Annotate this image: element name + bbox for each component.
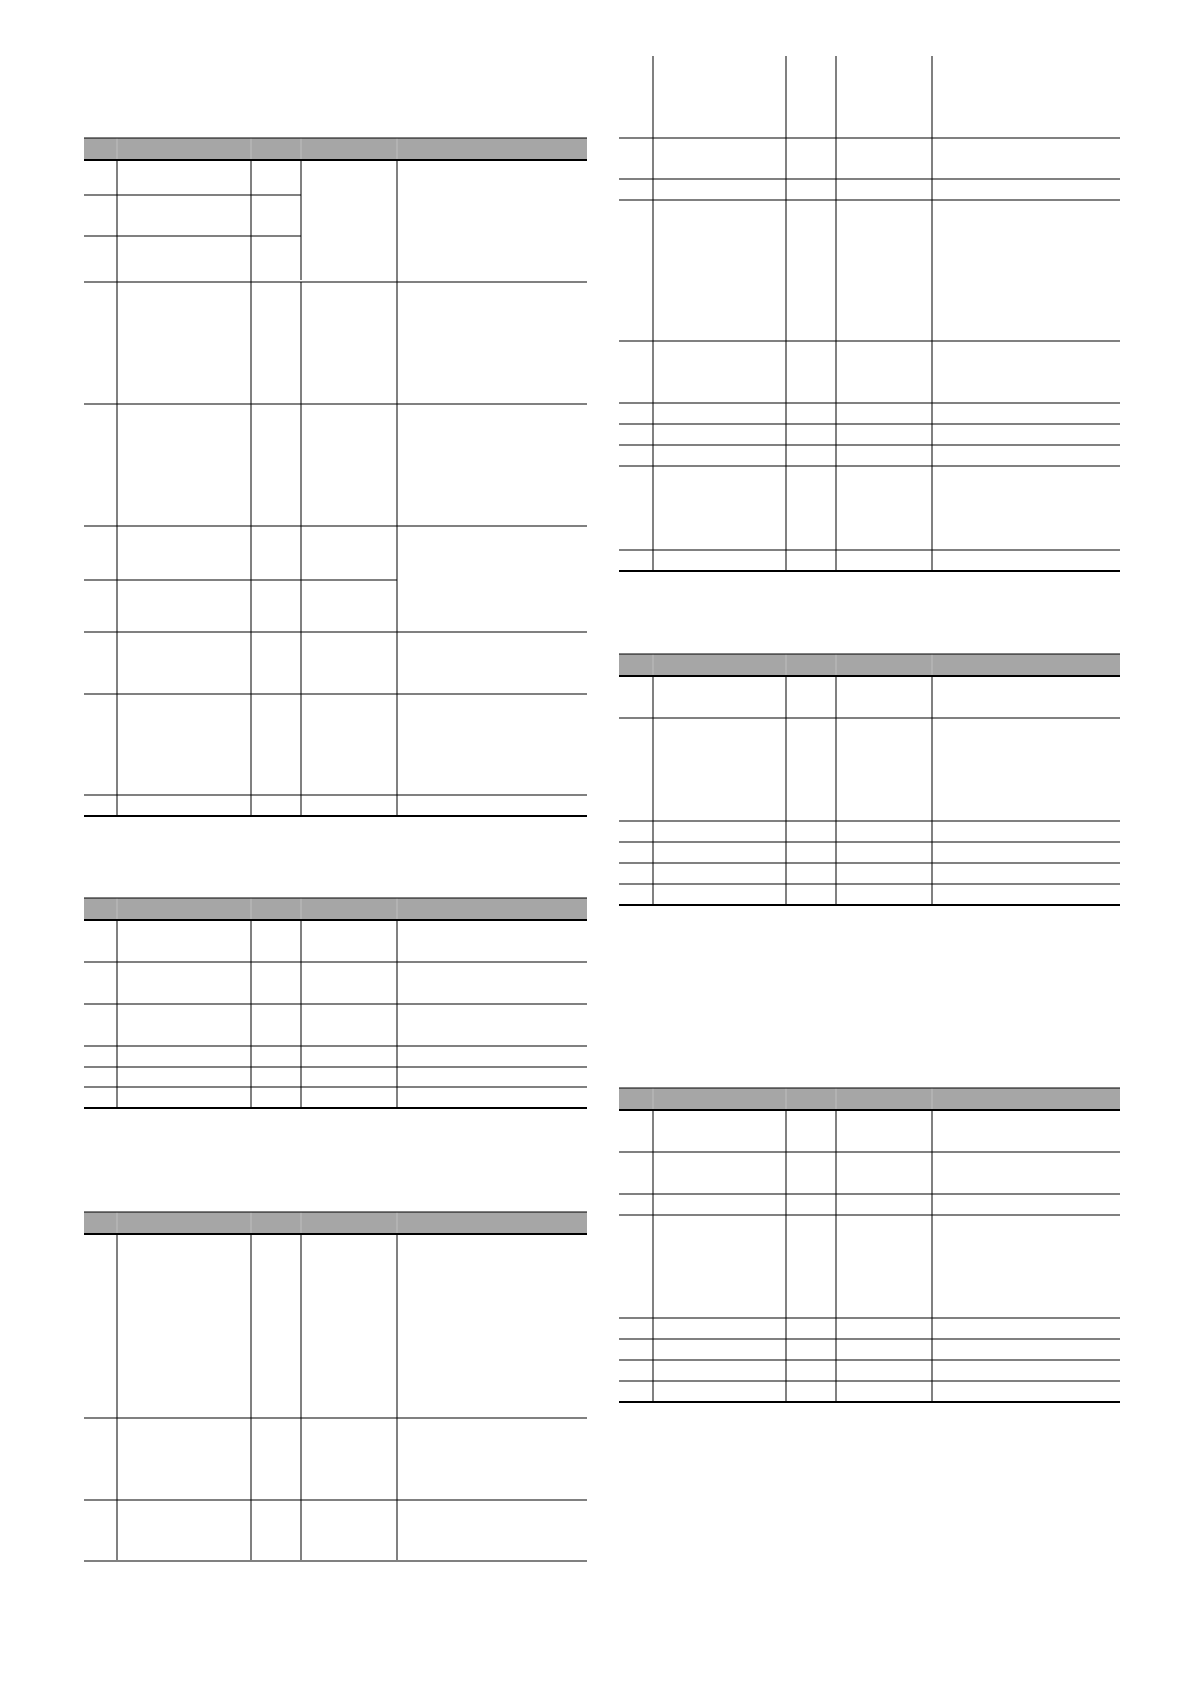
table-6-header-row <box>619 1088 1120 1110</box>
